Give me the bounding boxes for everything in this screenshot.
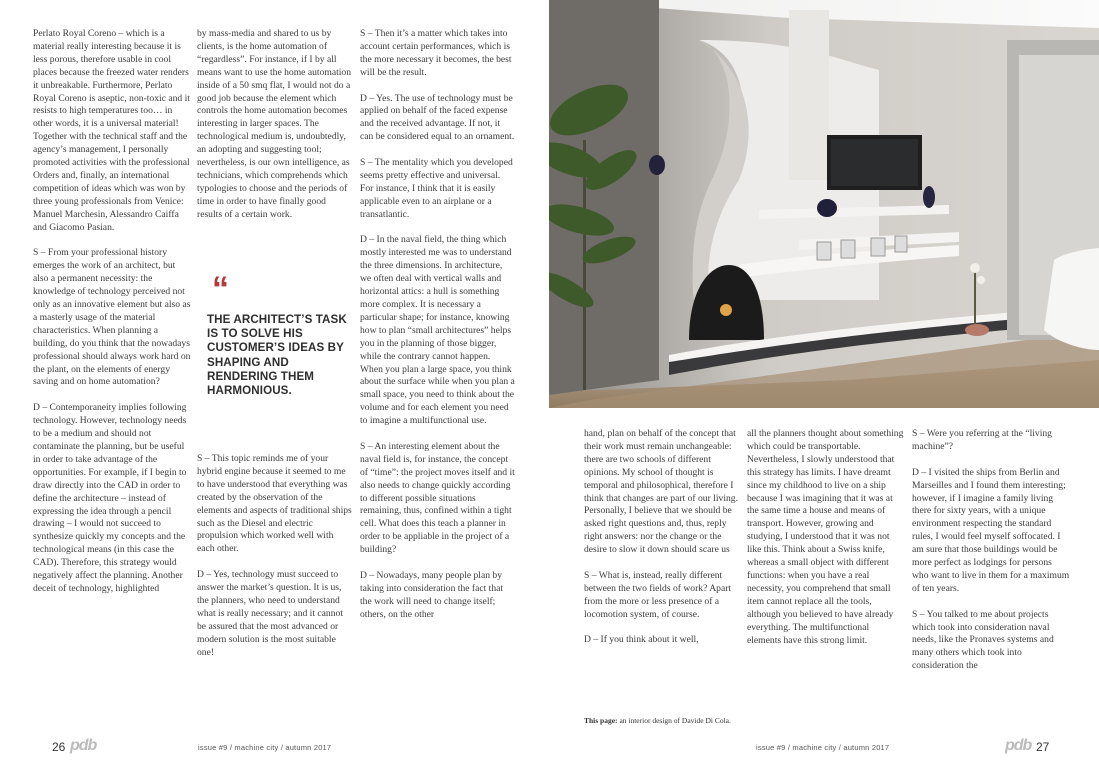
caption-text: an interior design of Davide Di Cola.: [617, 716, 731, 725]
left-page-number: 26: [52, 740, 66, 754]
caption-label: This page:: [584, 716, 618, 725]
paragraph: D – Contemporaneity implies following technology. However, technology needs to be a medium and should not contaminate the planning, but be useful in order to take advantage of the opportunities. For example, if I begin to draw directly into the CAD in order to define the architecture – instead of expressing the idea through a pencil drawing – I would not succeed to synthesize quickly my concepts and the technological means (in this case the CAD). Therefore, this strategy would negatively affect the planning. Another deceit of technology, highlighted: [33, 402, 187, 594]
left-col-1: [33, 28, 191, 718]
paragraph: S – An interesting element about the naval field is, for instance, the concept of “time”: the project moves itself and it also needs to change quickly according to different possible situations remaining, thus, confined within a tight cell. What does this teach a planner in order to be appliable in the project of a building?: [360, 440, 515, 556]
paragraph: D – Yes, technology must succeed to answer the market’s question. It is us, the planners, who need to understand what is really necessary; and it cannot be assured that the most advanced or modern solution is the most suitable one!: [197, 569, 343, 658]
pull-quote: THE ARCHITECT’S TASK IS TO SOLVE HIS CUSTOMER’S IDEAS BY SHAPING AND RENDERING THEM HARMONIOUS.: [207, 313, 347, 398]
right-col-2: [747, 428, 905, 698]
paragraph: S – This topic reminds me of your hybrid engine because it seemed to me to have understood that everything was created by the observation of the elements and aspects of traditional ships such as the Diesel and electric propulsion which worked well with each other.: [197, 453, 352, 555]
quote-mark: “: [212, 270, 229, 308]
right-logo: pdb: [1005, 737, 1032, 754]
paragraph: Perlato Royal Coreno – which is a material really interesting because it is less porous, therefore usable in cool places because the freezed water renders it unbreakable. Furthermore, Perlato Royal Coreno is aseptic, non-toxic and it resists to high temperatures too… in other words, it is a universal material! Together with the technical staff and the agency’s management, I personally promoted activities with the professional Orders and, finally, an international competition of ideas which was won by three young professionals from Venice: Manuel Marchesin, Alessandro Caiffa and Giacomo Pasian.: [33, 28, 190, 233]
paragraph: by mass-media and shared to us by clients, is the home automation of “regardless”. For instance, if I by all means want to use the home automation inside of a 50 smq flat, I would not do a good job because the element which controls the home automation becomes interesting in larger spaces. The technological medium is, undoubtedly, an adopting and suggesting tool; nevertheless, is our own intelligence, as technicians, which comprehends which typologies to choose and the periods of time in order to have finally good results of a certain work.: [197, 28, 351, 220]
paragraph: all the planners thought about something which could be transportable. Nevertheless, I slowly understood that this strategy has limits. I have dreamt since my childhood to live on a ship because I was imagining that it was at the same time a house and means of transport. However, growing and studying, I understood that it was not like this. Think about a Swiss knife, whereas a small object with different functions: when you have a real necessity, you comprehend that small item cannot replace all the tools, although you believed to have already everything. The multifunctional elements have this strong limit.: [747, 428, 904, 646]
right-col-3: [912, 428, 1070, 698]
paragraph: S – What is, instead, really different between the two fields of work? Apart from the more or less presence of a locomotion system, of course.: [584, 569, 732, 620]
paragraph: S – The mentality which you developed seems pretty effective and universal. For instance, I think that it is easily applicable even to an airplane or a transatlantic.: [360, 157, 513, 220]
paragraph: S – From your professional history emerges the work of an architect, but also a permanent necessity: the knowledge of technology perceived not only as an innovative element but also as a masterly usage of the material characteristics. When planning a building, do you think that the nowadays professional should always work hard on the plant, on the elements of energy saving and on home automation?: [33, 247, 191, 388]
paragraph: D – Nowadays, many people plan by taking into consideration the fact that the work will need to change itself; others, on the other: [360, 569, 504, 620]
right-issue-line: issue #9 / machine city / autumn 2017: [756, 743, 890, 752]
paragraph: S – Were you referring at the “living machine”?: [912, 428, 1052, 452]
paragraph: D – I visited the ships from Berlin and Marseilles and I found them interesting; however, if I imagine a family living there for sixty years, with a unique environment respecting the standard rules, I would feel myself soffocated. I am sure that those buildings would be more perfect as lodgings for persons who want to live in them for a maximum of ten years.: [912, 466, 1070, 594]
left-issue-line: issue #9 / machine city / autumn 2017: [198, 743, 332, 752]
paragraph: D – Yes. The use of technology must be applied on behalf of the faced expense and the received advantage. If not, it can be considered equal to an ornament.: [360, 92, 515, 143]
left-col-2-bottom: [197, 453, 352, 703]
right-page-number: 27: [1036, 740, 1050, 754]
left-col-3: [360, 28, 515, 698]
paragraph: S – You talked to me about projects which took into consideration naval needs, like the Pronaves systems and many others which took into consideration the: [912, 608, 1054, 672]
left-logo: pdb: [70, 737, 97, 754]
paragraph: D – In the naval field, the thing which mostly interested me was to understand the three dimensions. In architecture, we often deal with vertical walls and horizontal attics: a hull is something more complex. It is necessary a particular shape; for instance, knowing how to plan “small architectures” helps you in the planning of those bigger, while the contrary cannot happen. When you plan a large space, you think about the surface while when you plan a small space, you need to think about the volume and for each element you need to imagine a multifunctional use.: [360, 234, 515, 427]
paragraph: hand, plan on behalf of the concept that their work must remain unchangeable: there are two schools of different opinions. My school of thought is temporal and philosophical, therefore I think that changes are part of our living. Personally, I believe that we should be asked right questions and, thus, reply right answers: nor the change or the desire to slow it down should scare us: [584, 428, 738, 556]
right-col-1: [584, 428, 742, 698]
left-col-2-top: [197, 28, 352, 258]
paragraph: D – If you think about it well,: [584, 634, 699, 646]
photo-caption: [584, 716, 731, 725]
interior-illustration: [549, 0, 1099, 408]
interior-photo: [549, 0, 1099, 408]
paragraph: S – Then it’s a matter which takes into account certain performances, which is the more necessary it becomes, the best will be the result.: [360, 28, 512, 78]
